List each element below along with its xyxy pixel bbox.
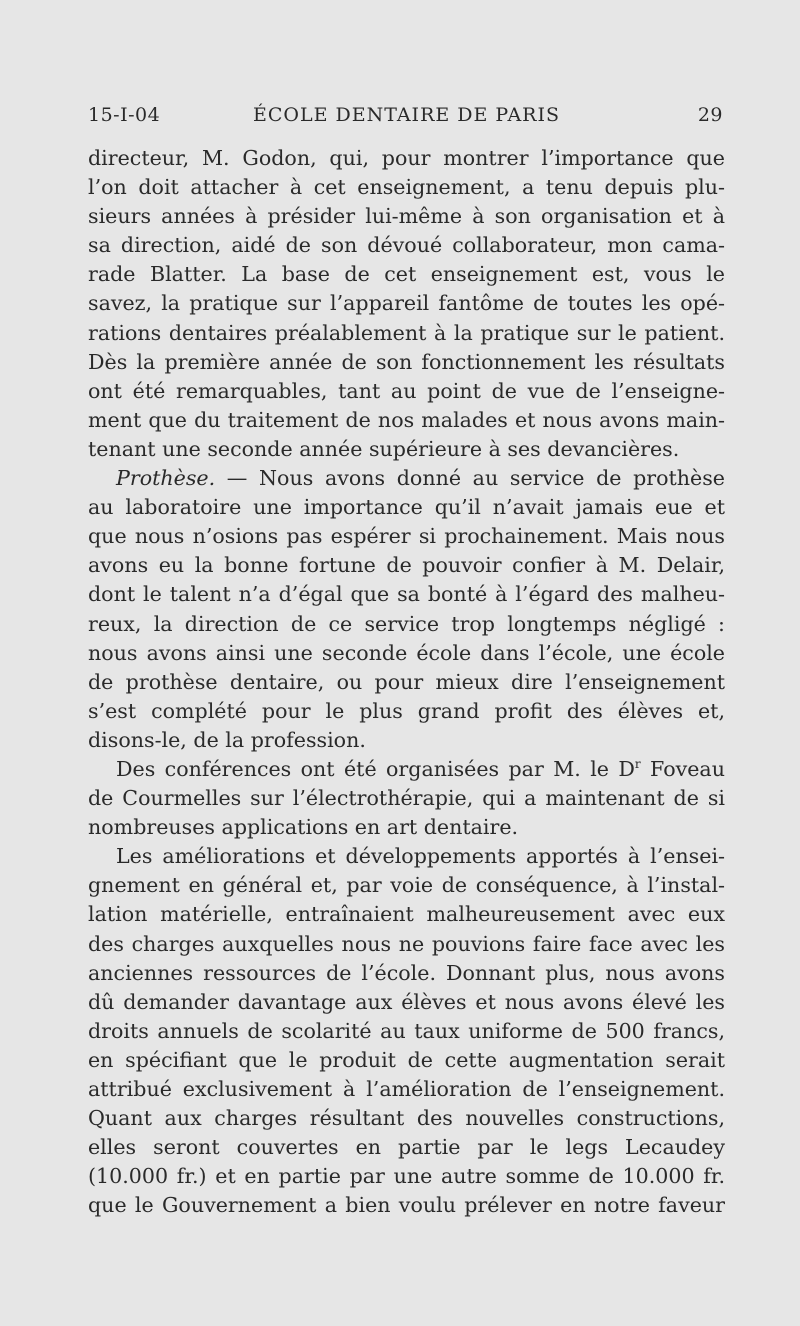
text-line: l’on doit attacher à cet enseignement, a tenu depuis plu- xyxy=(88,175,725,200)
section-heading-protheses: Prothèse. xyxy=(116,466,216,491)
text-line: lation matérielle, entraînaient malheureusement avec eux xyxy=(88,902,725,927)
text-line: en spécifiant que le produit de cette augmentation serait xyxy=(88,1047,725,1072)
text-line: au laboratoire une importance qu’il n’avait jamais eue et xyxy=(88,495,725,520)
text-line: sieurs années à présider lui-même à son organisation et à xyxy=(88,204,725,229)
text-line xyxy=(88,755,725,784)
text-line: disons-le, de la profession. xyxy=(88,727,366,752)
text-line: droits annuels de scolarité au taux uniforme de 500 francs, xyxy=(88,1018,725,1043)
text-line: rade Blatter. La base de cet enseignement est, vous le xyxy=(88,262,725,287)
text-line: que le Gouvernement a bien voulu prélever en notre faveur xyxy=(88,1193,725,1218)
text-line: avons eu la bonne fortune de pouvoir confier à M. Delair, xyxy=(88,553,725,578)
text-fragment: — Nous avons donné au service de prothèse xyxy=(226,466,725,491)
text-line: de prothèse dentaire, ou pour mieux dire l’enseignement xyxy=(88,669,725,694)
text-line: attribué exclusivement à l’amélioration de l’enseignement. xyxy=(88,1077,725,1101)
text-line: rations dentaires préalablement à la pratique sur le patient. xyxy=(88,320,725,345)
text-line: nombreuses applications en art dentaire. xyxy=(88,815,519,840)
text-fragment: Des conférences ont été organisées par M. le D xyxy=(116,756,635,781)
text-line: gnement en général et, par voie de conséquence, à l’instal- xyxy=(88,873,725,898)
text-line xyxy=(88,464,725,493)
text-fragment: Foveau xyxy=(640,756,725,781)
superscript: r xyxy=(634,757,641,772)
header-date: 15-I-04 xyxy=(88,104,161,126)
body-text xyxy=(88,144,725,1220)
text-line: s’est complété pour le plus grand profit des élèves et, xyxy=(88,698,725,723)
page-number: 29 xyxy=(697,104,723,126)
text-line: (10.000 fr.) et en partie par une autre somme de 10.000 fr. xyxy=(88,1164,725,1189)
text-line: savez, la pratique sur l’appareil fantôme de toutes les opé- xyxy=(88,291,725,316)
text-line: nous avons ainsi une seconde école dans l’école, une école xyxy=(88,640,725,665)
text-line: reux, la direction de ce service trop longtemps négligé : xyxy=(88,611,725,636)
text-line: Les améliorations et développements apportés à l’ensei- xyxy=(116,844,725,869)
text-line: elles seront couvertes en partie par le legs Lecaudey xyxy=(88,1135,725,1160)
text-line: que nous n’osions pas espérer si prochainement. Mais nous xyxy=(88,524,725,549)
text-line: sa direction, aidé de son dévoué collaborateur, mon cama- xyxy=(88,233,725,258)
text-line: ment que du traitement de nos malades et nous avons main- xyxy=(88,407,725,432)
text-line: dont le talent n’a d’égal que sa bonté à l’égard des malheu- xyxy=(88,582,725,607)
text-line: tenant une seconde année supérieure à ses devancières. xyxy=(88,436,680,461)
running-header xyxy=(88,104,725,134)
text-line: Dès la première année de son fonctionnement les résultats xyxy=(88,349,725,374)
text-line: anciennes ressources de l’école. Donnant plus, nous avons xyxy=(88,960,725,985)
text-line: dû demander davantage aux élèves et nous avons élevé les xyxy=(88,989,725,1014)
text-line: directeur, M. Godon, qui, pour montrer l’importance que xyxy=(88,146,725,170)
text-line: de Courmelles sur l’électrothérapie, qui a maintenant de si xyxy=(88,786,725,811)
text-line: ont été remarquables, tant au point de vue de l’enseigne- xyxy=(88,378,725,403)
text-line: Quant aux charges résultant des nouvelles constructions, xyxy=(88,1106,725,1131)
text-line: des charges auxquelles nous ne pouvions faire face avec les xyxy=(88,931,725,956)
header-title: ÉCOLE DENTAIRE DE PARIS xyxy=(252,104,561,126)
